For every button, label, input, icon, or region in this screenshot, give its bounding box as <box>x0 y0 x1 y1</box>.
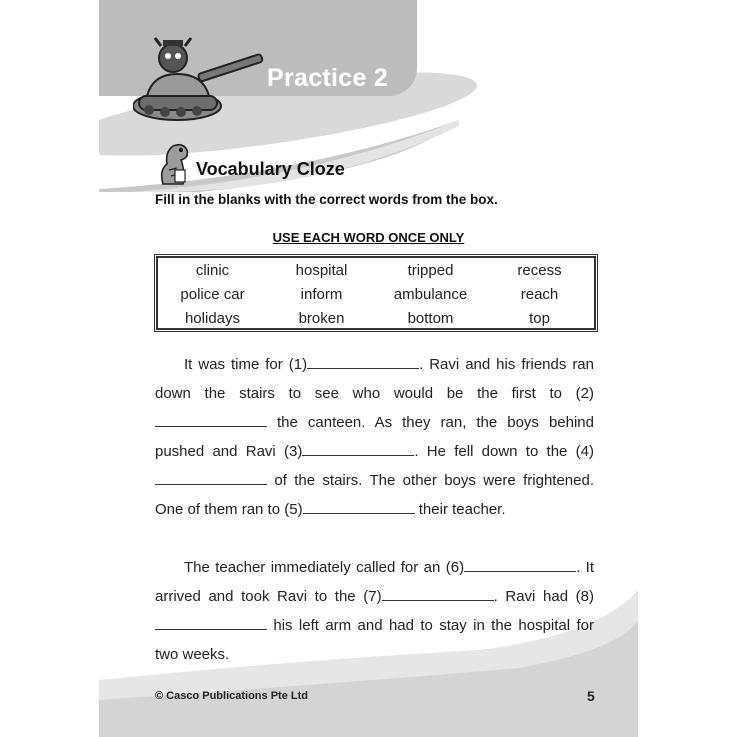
passage-paragraph-2 <box>155 553 594 669</box>
word-recess: recess <box>517 262 562 279</box>
passage-text: his left arm and had to stay in the hospital for two weeks. <box>155 617 594 663</box>
blank-number-6: (6) <box>445 559 465 576</box>
word-bottom: bottom <box>407 310 454 327</box>
subtitle-swoosh <box>99 112 459 192</box>
word-hospital: hospital <box>295 262 348 279</box>
word-box-heading: USE EACH WORD ONCE ONLY <box>272 230 465 245</box>
word-tripped: tripped <box>407 262 454 279</box>
blank-2[interactable] <box>155 414 267 427</box>
blank-number-1: (1) <box>288 356 308 373</box>
blank-4[interactable] <box>155 472 267 485</box>
passage-text: of the stairs. The other boys were frightened. One of them ran to <box>155 472 594 518</box>
word-clinic: clinic <box>195 262 230 279</box>
blank-number-4: (4) <box>575 443 595 460</box>
worksheet-page <box>99 0 638 737</box>
passage-text: . Ravi had <box>493 588 576 605</box>
word-police-car: police car <box>180 286 245 303</box>
word-reach: reach <box>520 286 559 303</box>
blank-number-5: (5) <box>284 501 303 518</box>
passage-text: the canteen. As they ran, the boys behind pushed and Ravi <box>155 414 594 460</box>
blank-8[interactable] <box>155 617 267 630</box>
blank-number-3: (3) <box>284 443 303 460</box>
passage-text: . Ravi and his friends ran down the stairs to see who would be the first to <box>155 356 594 402</box>
passage-text: It was time for <box>184 356 289 373</box>
blank-7[interactable] <box>382 588 494 601</box>
instruction-text: Fill in the blanks with the correct words from the box. <box>155 192 498 207</box>
copyright-text: © Casco Publications Pte Ltd <box>155 690 308 702</box>
passage-text: . He fell down to the <box>414 443 576 460</box>
word-inform: inform <box>300 286 343 303</box>
passage-text: . It arrived and took Ravi to the <box>155 559 595 605</box>
passage-text: The teacher immediately called for an <box>184 559 446 576</box>
blank-5[interactable] <box>303 501 415 514</box>
blank-number-2: (2) <box>575 385 594 402</box>
section-title: Vocabulary Cloze <box>196 159 345 179</box>
word-top: top <box>529 310 550 327</box>
blank-number-7: (7) <box>363 588 382 605</box>
word-box <box>156 256 596 330</box>
page-title: Practice 2 <box>267 64 389 92</box>
blank-1[interactable] <box>307 356 419 369</box>
word-ambulance: ambulance <box>393 286 468 303</box>
page-number: 5 <box>587 688 595 704</box>
passage-paragraph-1 <box>155 350 594 524</box>
blank-6[interactable] <box>464 559 576 572</box>
blank-number-8: (8) <box>575 588 594 605</box>
passage-text: their teacher. <box>414 501 506 518</box>
blank-3[interactable] <box>302 443 414 456</box>
word-broken: broken <box>298 310 345 327</box>
word-holidays: holidays <box>184 310 241 327</box>
dinosaur-icon <box>155 140 195 186</box>
